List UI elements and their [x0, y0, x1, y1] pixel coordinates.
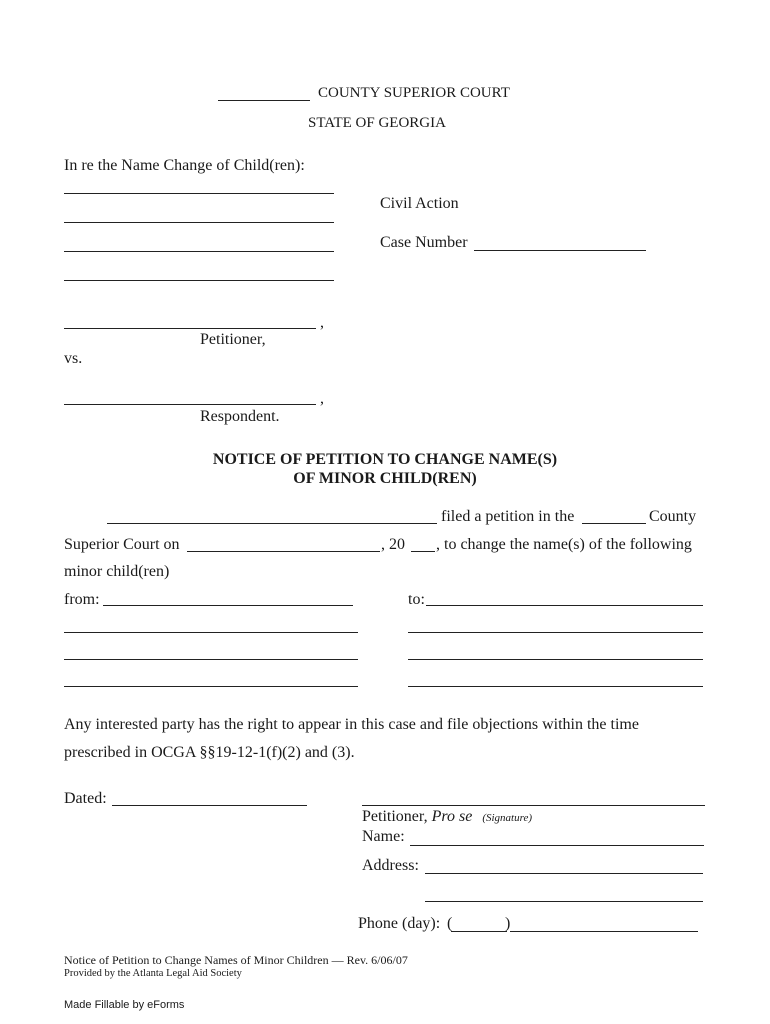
petitioner-text: Petitioner,	[362, 808, 428, 825]
to-name-field-3[interactable]	[408, 659, 703, 660]
child-name-field-4[interactable]	[64, 280, 334, 281]
civil-action-label: Civil Action	[380, 195, 459, 212]
from-name-field-2[interactable]	[64, 632, 358, 633]
phone-number-field[interactable]	[510, 931, 698, 932]
petitioner-name-field[interactable]	[64, 328, 316, 329]
signature-note: (Signature)	[482, 812, 533, 824]
year-prefix-text: , 20	[381, 536, 405, 553]
filing-year-field[interactable]	[411, 551, 435, 552]
petitioner-filed-field[interactable]	[107, 523, 437, 524]
case-number-label: Case Number	[380, 234, 468, 251]
address-field-2[interactable]	[425, 901, 703, 902]
name-field[interactable]	[410, 845, 704, 846]
dated-field[interactable]	[112, 805, 307, 806]
minor-children-text: minor child(ren)	[64, 563, 170, 580]
in-re-label: In re the Name Change of Child(ren):	[64, 157, 305, 174]
child-name-field-2[interactable]	[64, 222, 334, 223]
pro-se-text: Pro se	[431, 808, 473, 825]
footer-form-title: Notice of Petition to Change Names of Minor Children — Rev. 6/06/07	[64, 953, 408, 967]
from-name-field-4[interactable]	[64, 686, 358, 687]
address-field-1[interactable]	[425, 873, 703, 874]
from-name-field-3[interactable]	[64, 659, 358, 660]
from-label: from:	[64, 591, 100, 608]
notice-title-line2: OF MINOR CHILD(REN)	[293, 470, 477, 487]
phone-close-paren: )	[505, 915, 511, 932]
state-header: STATE OF GEORGIA	[308, 115, 446, 131]
footer-made-fillable: Made Fillable by eForms	[64, 999, 185, 1011]
phone-open-paren: (	[447, 915, 453, 932]
petitioner-comma: ,	[320, 314, 324, 331]
court-header: COUNTY SUPERIOR COURT	[318, 85, 510, 101]
petitioner-signature-label	[362, 808, 532, 826]
filing-county-field[interactable]	[582, 523, 646, 524]
case-number-field[interactable]	[474, 250, 646, 251]
to-name-field-1[interactable]	[426, 605, 703, 606]
superior-court-on-text: Superior Court on	[64, 536, 180, 553]
phone-area-code-field[interactable]	[451, 931, 507, 932]
vs-label: vs.	[64, 350, 83, 367]
rights-text-line1: Any interested party has the right to appear in this case and file objections within the time	[64, 716, 639, 733]
filing-date-field[interactable]	[187, 551, 380, 552]
change-text: , to change the name(s) of the following	[436, 536, 692, 553]
name-label: Name:	[362, 828, 405, 845]
rights-text-line2: prescribed in OCGA §§19-12-1(f)(2) and (3).	[64, 744, 355, 761]
to-label: to:	[408, 591, 425, 608]
county-name-field[interactable]	[218, 100, 310, 101]
respondent-comma: ,	[320, 390, 324, 407]
filed-text: filed a petition in the	[441, 508, 575, 525]
to-name-field-4[interactable]	[408, 686, 703, 687]
phone-label: Phone (day):	[358, 915, 441, 932]
child-name-field-1[interactable]	[64, 193, 334, 194]
footer-provided-by: Provided by the Atlanta Legal Aid Society	[64, 968, 242, 979]
county-text: County	[649, 508, 697, 525]
notice-title-line1: NOTICE OF PETITION TO CHANGE NAME(S)	[212, 451, 558, 468]
respondent-name-field[interactable]	[64, 404, 316, 405]
signature-field[interactable]	[362, 805, 705, 806]
petitioner-label: Petitioner,	[200, 331, 266, 348]
address-label: Address:	[362, 857, 419, 874]
from-name-field-1[interactable]	[103, 605, 353, 606]
to-name-field-2[interactable]	[408, 632, 703, 633]
dated-label: Dated:	[64, 790, 107, 807]
respondent-label: Respondent.	[200, 408, 280, 425]
child-name-field-3[interactable]	[64, 251, 334, 252]
